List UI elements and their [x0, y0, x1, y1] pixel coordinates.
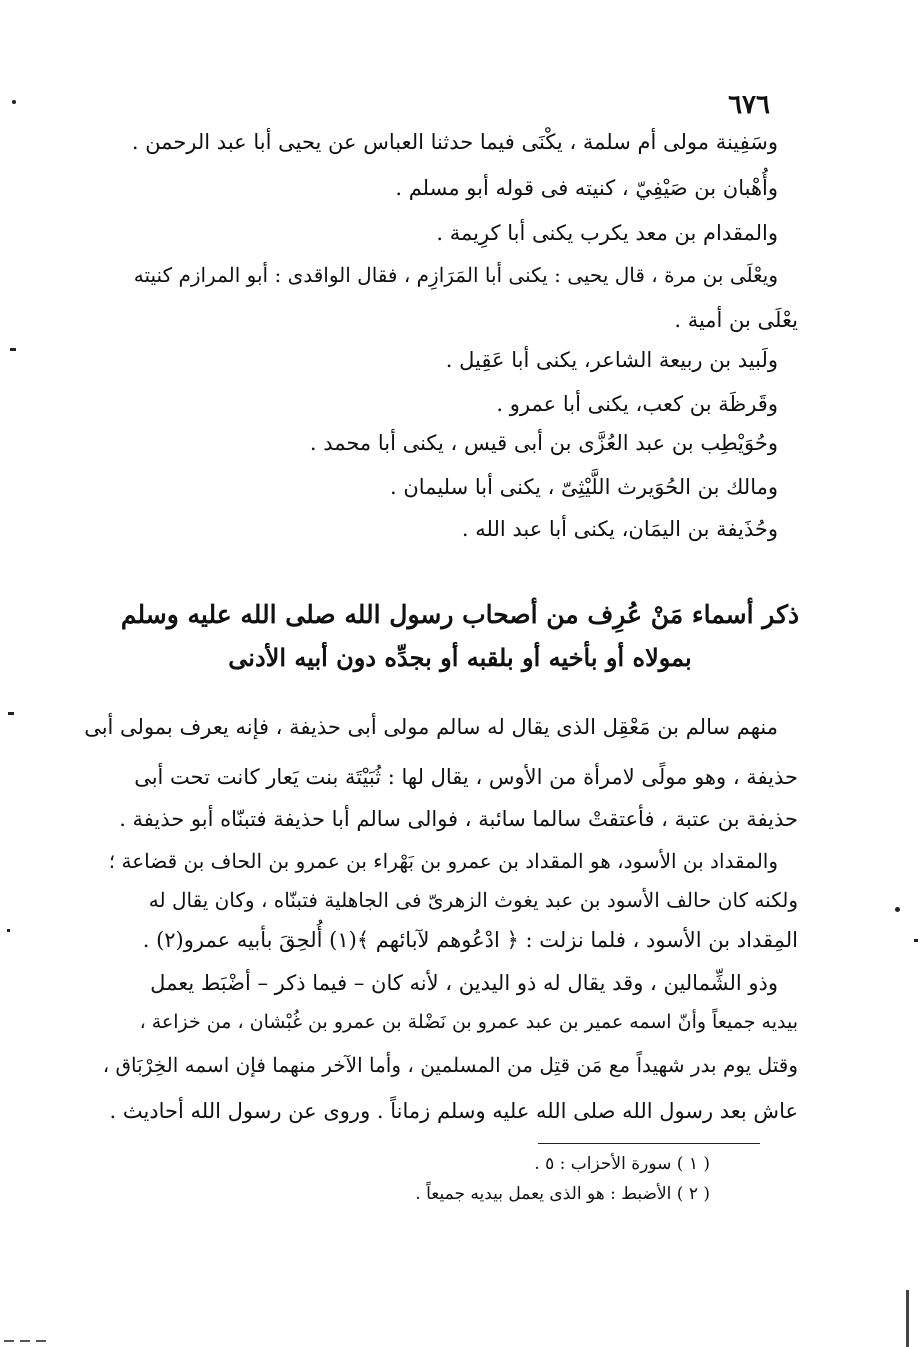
footnote: ( ٢ ) الأضبط : هو الذى يعمل بيديه جميعاً .	[415, 1184, 710, 1204]
body-line: والمقداد بن الأسود، هو المقداد بن عمرو بن بَهْراء بن عمرو بن الحاف بن قضاعة ؛	[108, 849, 778, 873]
list-line: وحُوَيْطِب بن عبد العُزَّى بن أبى قيس ، يكنى أبا محمد .	[309, 431, 778, 455]
scan-edge-mark	[36, 1340, 46, 1342]
scan-speck	[895, 907, 900, 912]
scan-speck	[7, 929, 10, 932]
body-line: حذيفة بن عتبة ، فأعتقتْ سالما سائبة ، فوالى سالم أبا حذيفة فتبنّاه أبو حذيفة .	[119, 807, 798, 831]
list-line: وأُهْبان بن صَيْفِيّ ، كنيته فى قوله أبو مسلم .	[395, 176, 778, 200]
scan-speck	[914, 939, 918, 942]
section-heading-line-1: ذكر أسماء مَنْ عُرِف من أصحاب رسول الله صلى الله عليه وسلم	[120, 600, 800, 629]
scan-edge-mark	[20, 1340, 30, 1342]
body-line: بيديه جميعاً وأنّ اسمه عمير بن عبد عمرو بن نَضْلة بن عمرو بن غُبْشان ، من خزاعة ،	[139, 1011, 798, 1033]
list-line: ولَبيد بن ربيعة الشاعر، يكنى أبا عَقِيل .	[445, 348, 778, 372]
list-line: وقَرظَة بن كعب، يكنى أبا عمرو .	[496, 392, 778, 416]
section-heading-line-2: بمولاه أو بأخيه أو بلقبه أو بجدِّه دون أبيه الأدنى	[228, 643, 692, 672]
list-line: والمقدام بن معد يكرب يكنى أبا كرِيمة .	[436, 221, 778, 245]
body-line: حذيفة ، وهو مولًى لامرأة من الأوس ، يقال لها : ثُبَيْتَة بنت يَعار كانت تحت أبى	[134, 765, 798, 789]
body-line: وذو الشِّمالين ، وقد يقال له ذو اليدين ، لأنه كان – فيما ذكر – أضْبَط يعمل	[150, 971, 778, 995]
footnote-separator	[538, 1143, 760, 1144]
body-line: ولكنه كان حالف الأسود بن عبد يغوث الزهرىّ فى الجاهلية فتبنّاه ، وكان يقال له	[148, 888, 798, 912]
footnote: ( ١ ) سورة الأحزاب : ٥ .	[534, 1154, 710, 1174]
scan-speck	[12, 100, 16, 104]
body-line: وقتل يوم بدر شهيداً مع مَن قتِل من المسلمين ، وأما الآخر منهما فإن اسمه الخِرْبَاق ،	[102, 1053, 798, 1077]
scan-edge-mark	[4, 1340, 14, 1342]
list-line: ومالك بن الحُوَيرث اللَّيْثِىّ ، يكنى أبا سليمان .	[390, 475, 778, 499]
scan-edge-line	[906, 1290, 909, 1347]
list-line: وسَفِينة مولى أم سلمة ، يكْنَى فيما حدثنا العباس عن يحيى أبا عبد الرحمن .	[131, 130, 778, 154]
body-line: منهم سالم بن مَعْقِل الذى يقال له سالم مولى أبى حذيفة ، فإنه يعرف بمولى أبى	[84, 715, 778, 739]
page-number: ٦٧٦	[728, 90, 770, 120]
scan-speck	[10, 348, 16, 351]
scan-speck	[8, 712, 14, 715]
body-line: المِقداد بن الأسود ، فلما نزلت : ﴿ ادْعُوهم لآبائهم ﴾(١) أُلحِقَ بأبيه عمرو(٢) .	[142, 928, 798, 952]
body-line: عاش بعد رسول الله صلى الله عليه وسلم زماناً . وروى عن رسول الله أحاديث .	[109, 1099, 798, 1123]
list-line: ويعْلَى بن مرة ، قال يحيى : يكنى أبا المَرَازِم ، فقال الواقدى : أبو المرازم كنيته	[133, 263, 778, 287]
list-line: يعْلَى بن أمية .	[674, 308, 798, 332]
list-line: وحُذَيفة بن اليمَان، يكنى أبا عبد الله .	[461, 517, 778, 541]
